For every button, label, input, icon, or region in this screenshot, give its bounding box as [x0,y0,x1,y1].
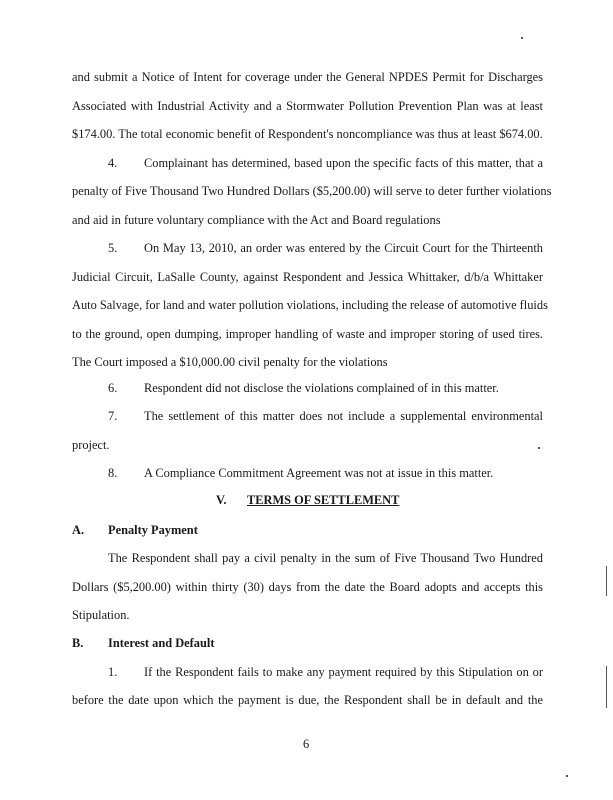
scan-speck [566,775,568,777]
scan-mark [606,666,607,708]
body-line: Respondent did not disclose the violations complained of in this matter. [144,381,499,395]
body-line: Judicial Circuit, LaSalle County, against Respondent and Jessica Whittaker, d/b/a Whittaker [72,270,543,284]
body-line: Dollars ($5,200.00) within thirty (30) days from the date the Board adopts and accepts this [72,580,543,594]
body-line: penalty of Five Thousand Two Hundred Dollars ($5,200.00) will serve to deter further violations [72,184,552,198]
section-number: V. [216,493,227,507]
body-line: If the Respondent fails to make any payment required by this Stipulation on or [144,665,543,679]
body-line: and aid in future voluntary compliance with the Act and Board regulations [72,213,441,227]
body-line: Associated with Industrial Activity and a Stormwater Pollution Prevention Plan was at least [72,99,543,113]
body-line: before the date upon which the payment is due, the Respondent shall be in default and the [72,693,543,707]
body-line: The settlement of this matter does not include a supplemental environmental [144,409,543,423]
paragraph-number: 8. [108,466,118,480]
body-line: Auto Salvage, for land and water pollution violations, including the release of automotive fluids [72,298,548,312]
subsection-title: Interest and Default [108,636,215,650]
subsection-letter: B. [72,636,84,650]
body-line: to the ground, open dumping, improper handling of waste and improper storing of used tires. [72,327,543,341]
body-line: The Court imposed a $10,000.00 civil penalty for the violations [72,355,388,369]
page-number: 6 [303,737,310,751]
body-line: A Compliance Commitment Agreement was not at issue in this matter. [144,466,494,480]
scan-speck [521,37,523,39]
paragraph-number: 5. [108,241,118,255]
paragraph-number: 4. [108,156,118,170]
paragraph-number: 1. [108,665,118,679]
body-line: and submit a Notice of Intent for coverage under the General NPDES Permit for Discharges [72,70,543,84]
section-title: TERMS OF SETTLEMENT [247,493,400,507]
subsection-title: Penalty Payment [108,523,198,537]
body-line: On May 13, 2010, an order was entered by the Circuit Court for the Thirteenth [144,241,543,255]
body-line: $174.00. The total economic benefit of Respondent's noncompliance was thus at least $674.00. [72,127,543,141]
body-line: Complainant has determined, based upon the specific facts of this matter, that a [144,156,543,170]
scan-speck [538,447,540,449]
paragraph-number: 7. [108,409,118,423]
body-line: The Respondent shall pay a civil penalty in the sum of Five Thousand Two Hundred [108,551,543,565]
paragraph-number: 6. [108,381,118,395]
body-line: project. [72,438,110,452]
scan-mark [606,566,607,596]
body-line: Stipulation. [72,608,130,622]
subsection-letter: A. [72,523,85,537]
